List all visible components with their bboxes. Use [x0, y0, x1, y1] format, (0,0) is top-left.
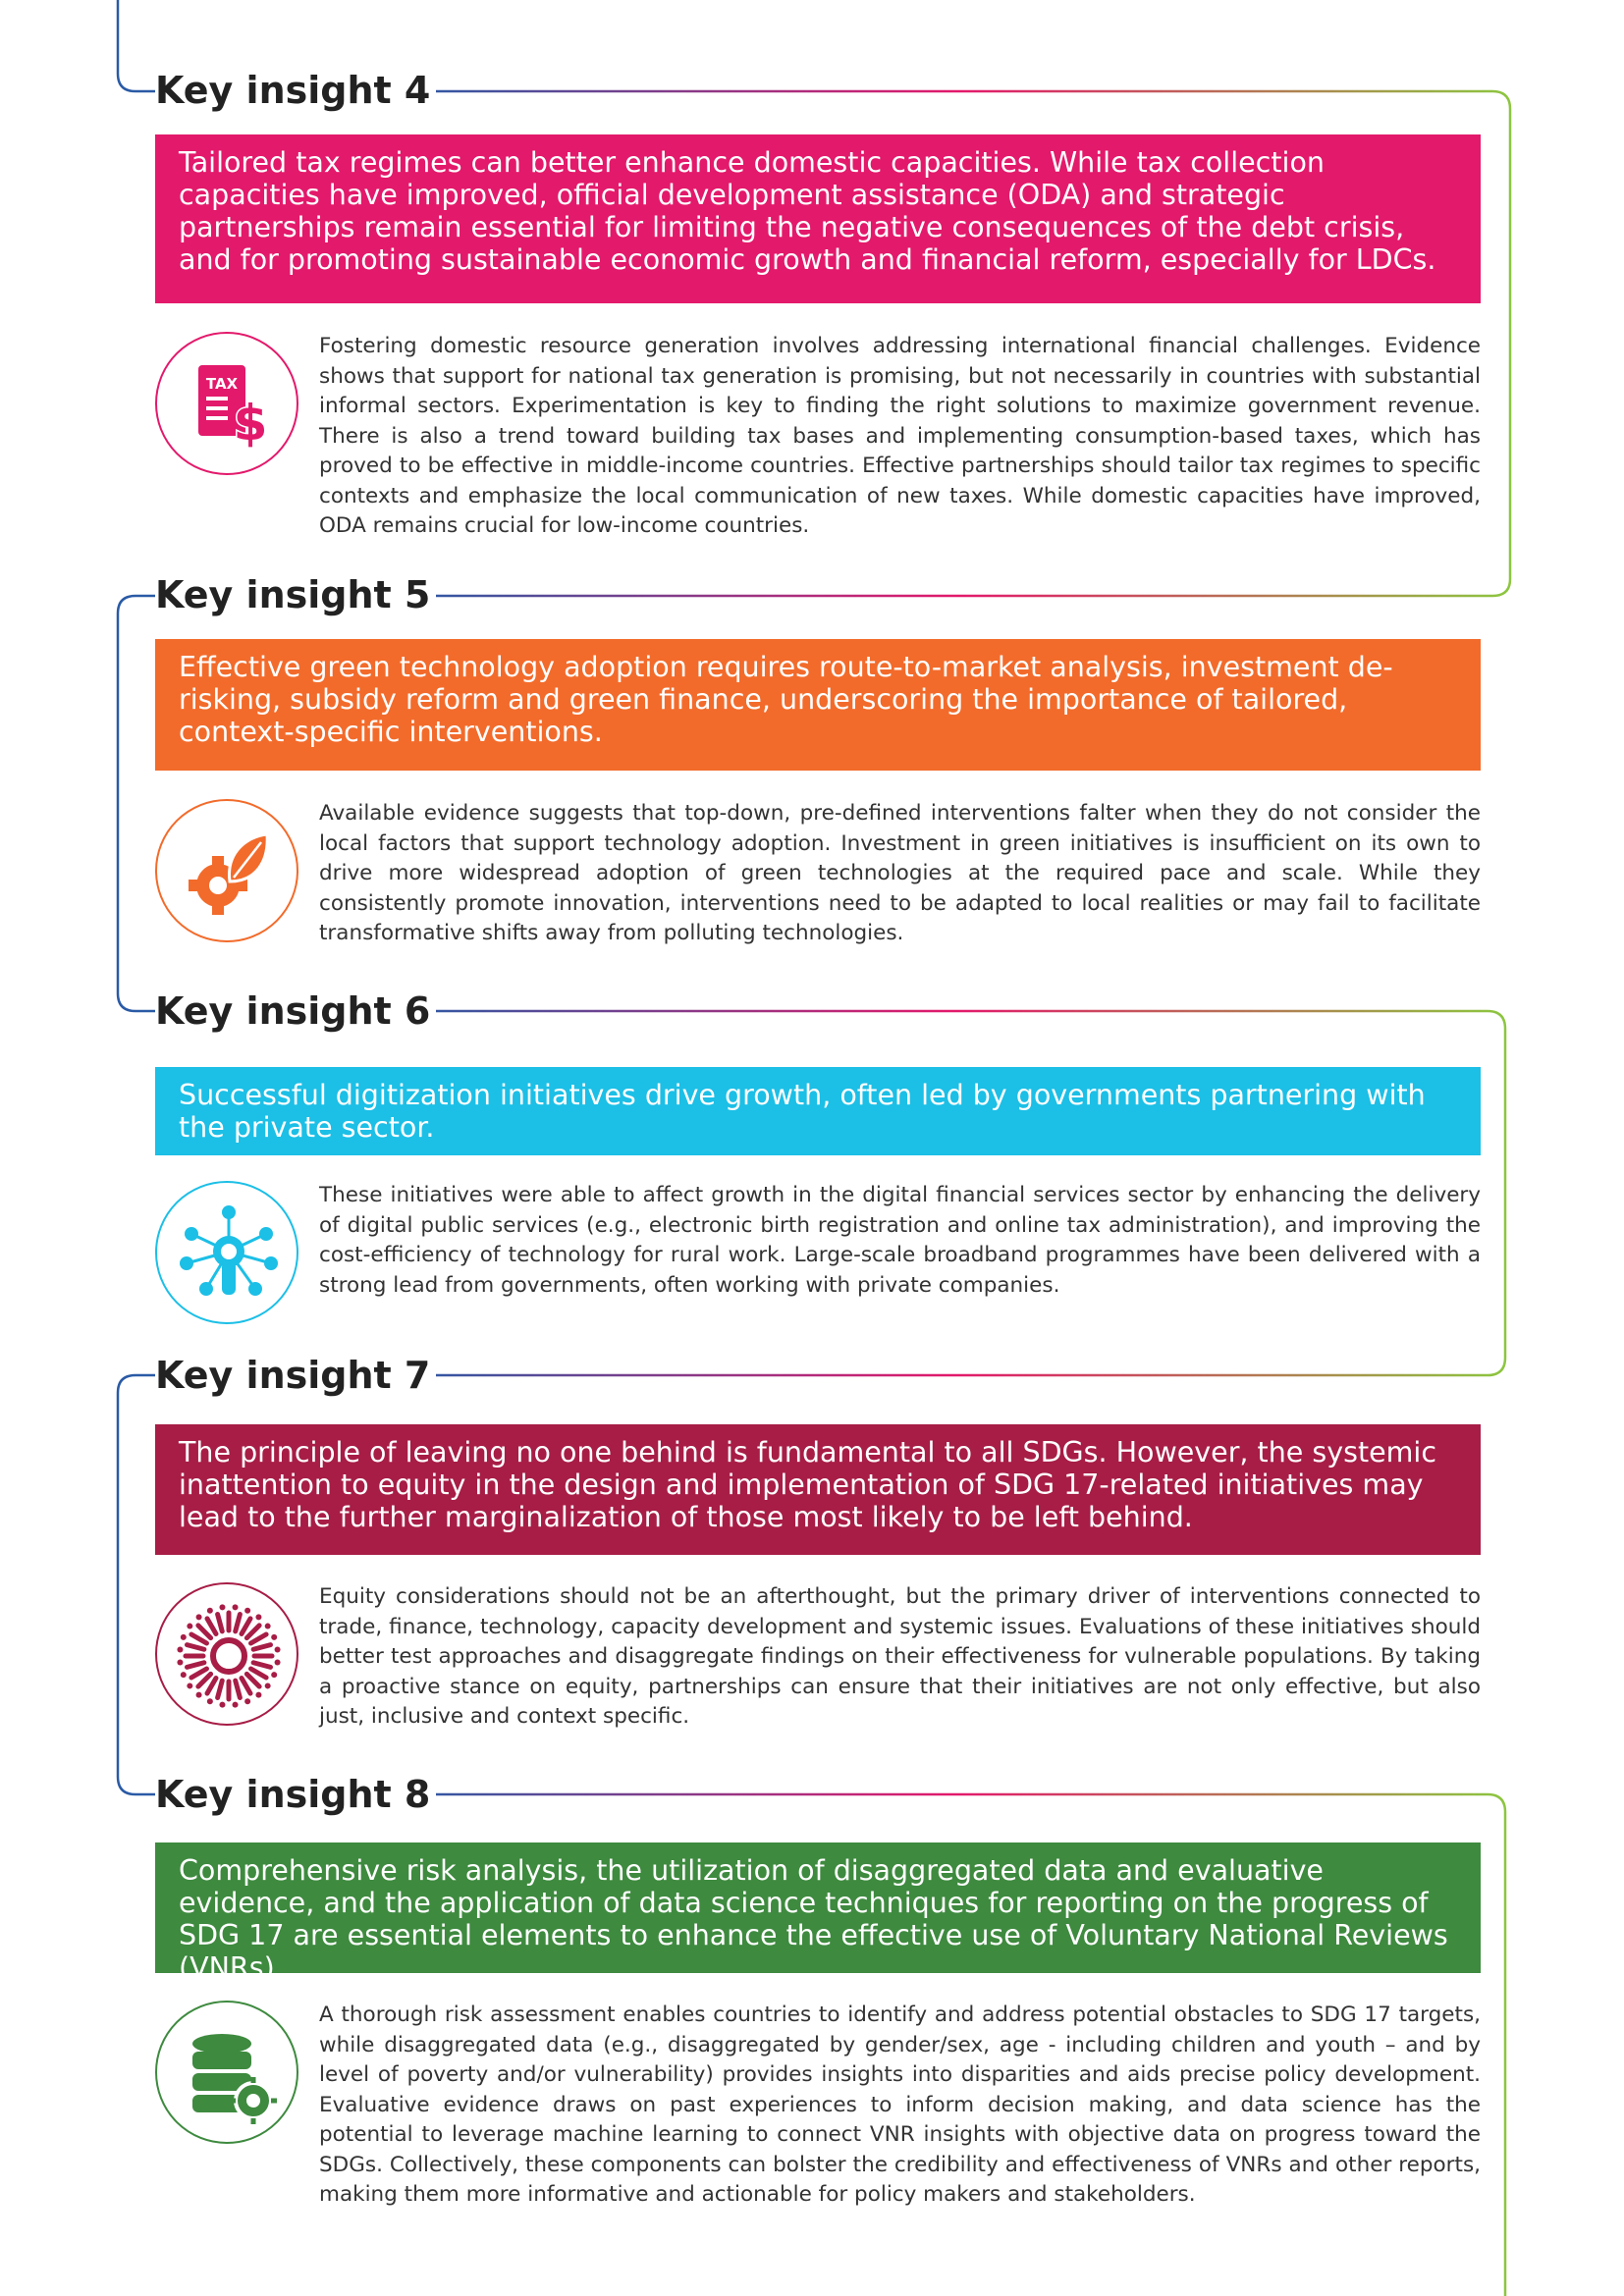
equity-circle-icon: [155, 1582, 298, 1726]
key-insight-5-body: Available evidence suggests that top-down, pre-defined interventions falter when they do not consider the local factors that support technology adoption. Investment in green initiatives is insufficient on its own to drive more widespread adoption of green technologies at the required pace and scale. While they consistently promote innovation, interventions need to be adapted to local realities or may fail to facilitate transformative shifts away from polluting technologies.: [319, 801, 1481, 945]
key-insight-5-heading: Key insight 5: [155, 570, 436, 619]
svg-text:$: $: [233, 395, 268, 452]
key-insight-4-body: Fostering domestic resource generation involves addressing international financial challenges. Evidence shows that support for national tax generation is promising, but not necessarily in countries with substantial informal sectors. Experimentation is key to finding the right solutions to maximize government revenue. There is also a trend toward building tax bases and implementing consumption-based taxes, which has proved to be effective in middle-income countries. Effective partnerships should tailor tax regimes to specific contexts and emphasize the local communication of new taxes. While domestic capacities have improved, ODA remains crucial for low-income countries.: [319, 334, 1481, 538]
key-insight-4-summary: Tailored tax regimes can better enhance domestic capacities. While tax collection capacities have improved, official development assistance (ODA) and strategic partnerships remain essential for limiting the negative consequences of the debt crisis, and for promoting sustainable economic growth and financial reform, especially for LDCs.: [155, 134, 1481, 303]
key-insight-7-heading: Key insight 7: [155, 1351, 436, 1400]
key-insight-8-summary: Comprehensive risk analysis, the utilization of disaggregated data and evaluative evidence, and the application of data science techniques for reporting on the progress of SDG 17 are essential elements to enhance the effective use of Voluntary National Reviews (VNRs).: [155, 1842, 1481, 1973]
key-insight-5-summary: Effective green technology adoption requires route-to-market analysis, investment de-risking, subsidy reform and green finance, underscoring the importance of tailored, context-specific interventions.: [155, 639, 1481, 771]
tax-icon-label: TAX: [205, 375, 239, 393]
digital-network-icon: [155, 1181, 298, 1324]
key-insight-8-body: A thorough risk assessment enables countries to identify and address potential obstacles to SDG 17 targets, while disaggregated data (e.g., disaggregated by gender/sex, age - including children and youth – and by level of poverty and/or vulnerability) provides insights into disparities and aids precise policy development. Evaluative evidence draws on past experiences to inform decision making, and data science has the potential to leverage machine learning to connect VNR insights with objective data on progress toward the SDGs. Collectively, these components can bolster the credibility and effectiveness of VNRs and other reports, making them more informative and actionable for policy makers and stakeholders.: [319, 2002, 1481, 2207]
key-insight-4-heading: Key insight 4: [155, 66, 436, 115]
key-insight-7-summary: The principle of leaving no one behind is fundamental to all SDGs. However, the systemic inattention to equity in the design and implementation of SDG 17-related initiatives may lead to the further marginalization of those most likely to be left behind.: [155, 1424, 1481, 1555]
tax-icon: [155, 332, 298, 475]
key-insight-7-body: Equity considerations should not be an afterthought, but the primary driver of interventions connected to trade, finance, technology, capacity development and systemic issues. Evaluations of these initiatives should better test approaches and disaggregate findings on their effectiveness for vulnerable populations. By taking a proactive stance on equity, partnerships can ensure that their initiatives are not only effective, but also just, inclusive and context specific.: [319, 1584, 1481, 1729]
key-insight-6-summary: Successful digitization initiatives drive growth, often led by governments partnering with the private sector.: [155, 1067, 1481, 1155]
database-gear-icon: [155, 2001, 298, 2144]
leaf-gear-icon: [155, 799, 298, 942]
key-insight-6-body: These initiatives were able to affect growth in the digital financial services sector by enhancing the delivery of digital public services (e.g., electronic birth registration and online tax administration), and improving the cost-efficiency of technology for rural work. Large-scale broadband programmes have been delivered with a strong lead from governments, often working with private companies.: [319, 1183, 1481, 1298]
key-insight-6-heading: Key insight 6: [155, 987, 436, 1036]
key-insight-8-heading: Key insight 8: [155, 1770, 436, 1819]
